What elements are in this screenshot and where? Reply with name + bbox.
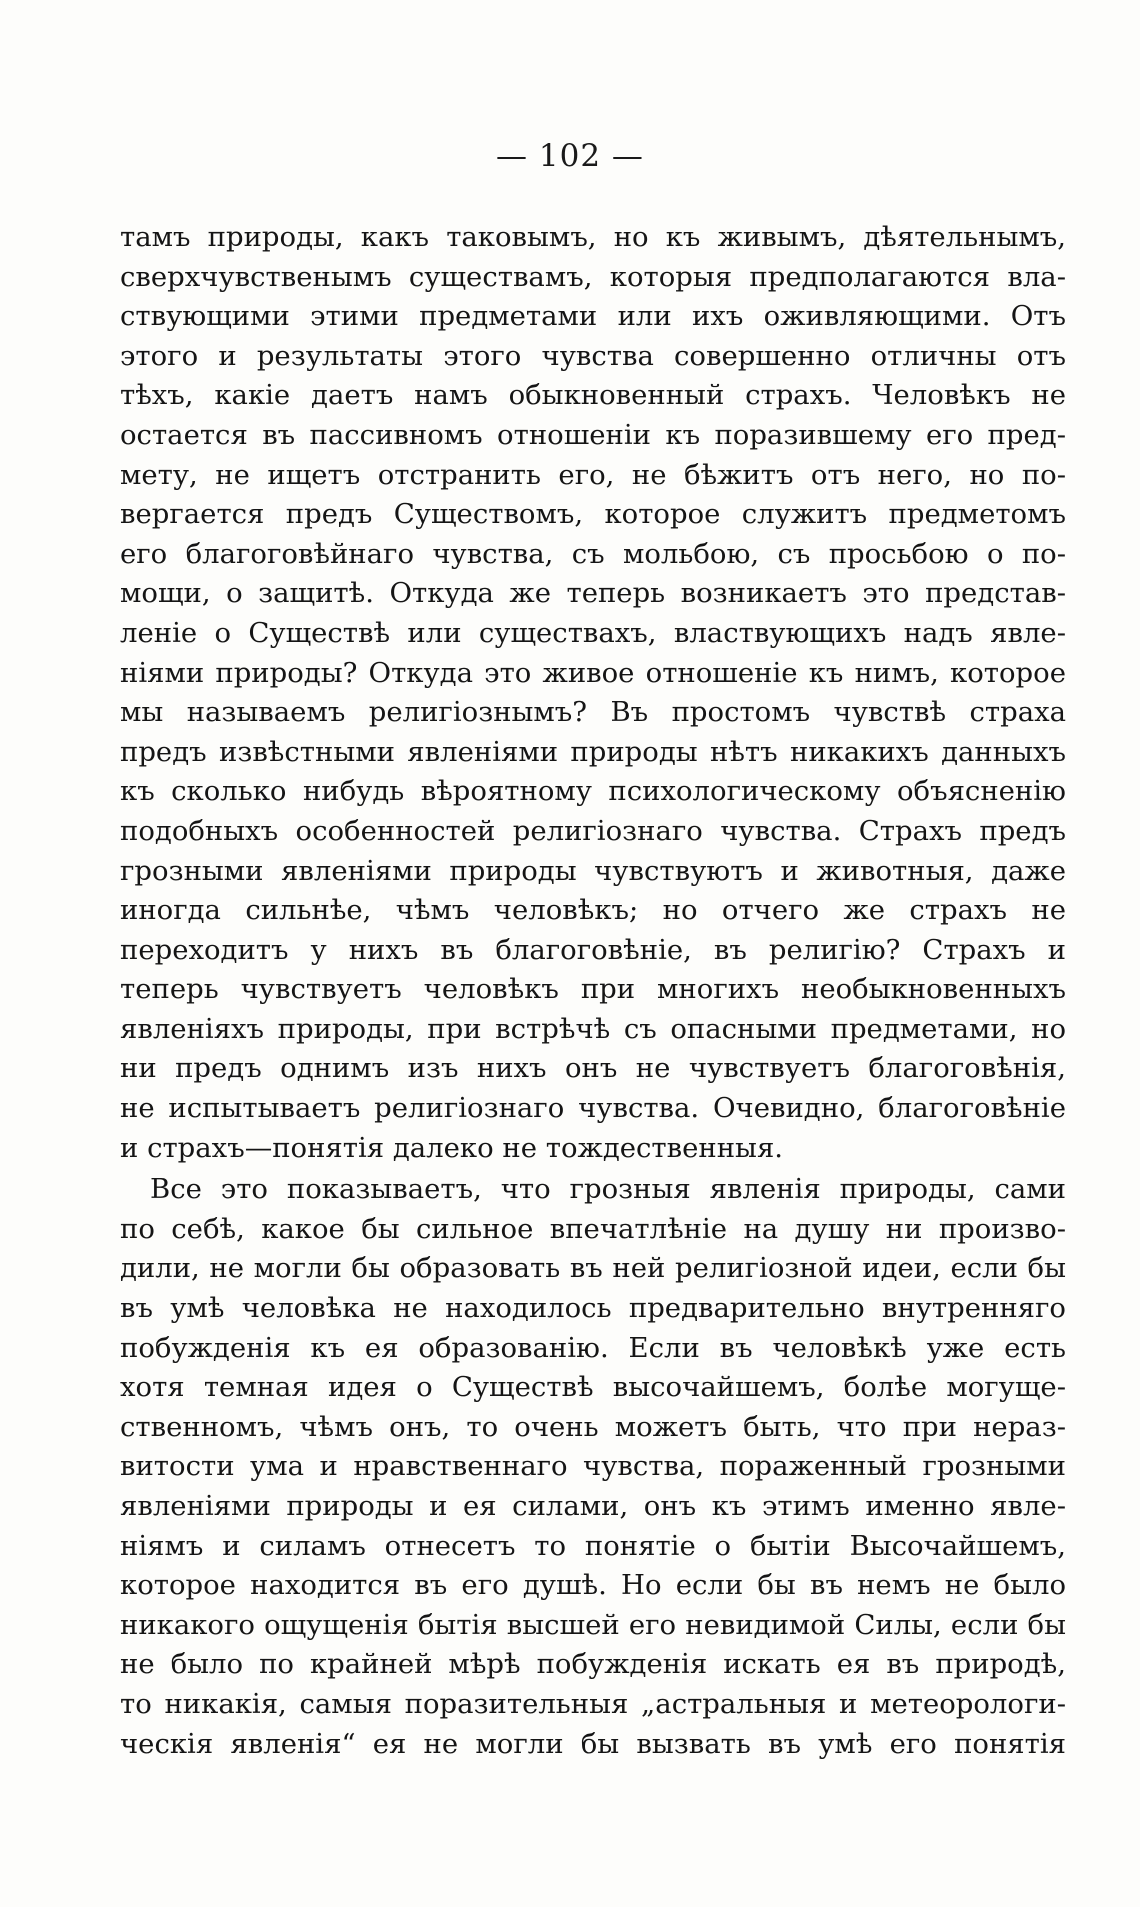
text-line: ствующими этими предметами или ихъ оживляющими. Отъ [120,300,1066,333]
text-line: грозными явленіями природы чувствуютъ и животныя, даже [120,854,1066,887]
text-line: переходитъ у нихъ въ благоговѣніе, въ религію? Страхъ и [120,933,1066,966]
text-line: подобныхъ особенностей религіознаго чувства. Страхъ предъ [120,814,1066,847]
text-line: дили, не могли бы образовать въ ней религіозной идеи, если бы [120,1252,1066,1285]
text-line: явленіями природы и ея силами, онъ къ этимъ именно явле- [120,1490,1066,1522]
text-line: его благоговѣйнаго чувства, съ мольбою, съ просьбою о по- [120,537,1066,570]
text-line: къ сколько нибудь вѣроятному психологическому объясненію [120,775,1066,808]
text-line: Все это показываетъ, что грозныя явленія природы, сами [150,1173,1066,1206]
text-line: которое находится въ его душѣ. Но если бы въ немъ не было [120,1569,1066,1602]
text-line: и страхъ—понятія далеко не тождественныя. [120,1131,784,1164]
text-line: сверхчувственымъ существамъ, которыя предполагаются вла- [120,260,1066,293]
text-line: леніе о Существѣ или существахъ, властвующихъ надъ явле- [120,616,1066,649]
text-line: вергается предъ Существомъ, которое служитъ предметомъ [120,498,1066,531]
text-line: ніями природы? Откуда это живое отношеніе къ нимъ, которое [120,656,1066,689]
text-line: тамъ природы, какъ таковымъ, но къ живымъ, дѣятельнымъ, [120,221,1066,253]
text-line: витости ума и нравственнаго чувства, пораженный грозными [120,1450,1066,1483]
text-line: иногда сильнѣе, чѣмъ человѣкъ; но отчего же страхъ не [120,894,1066,927]
text-line: тѣхъ, какіе даетъ намъ обыкновенный страхъ. Человѣкъ не [120,379,1066,412]
body-text [120,218,1066,1764]
text-line: не испытываетъ религіознаго чувства. Очевидно, благоговѣніе [120,1092,1066,1125]
text-line: побужденія къ ея образованію. Если въ человѣкѣ уже есть [120,1331,1066,1364]
text-line: по себѣ, какое бы сильное впечатлѣніе на душу ни произво- [120,1212,1066,1245]
text-line: ческія явленія“ ея не могли бы вызвать въ умѣ его понятія [120,1727,1066,1760]
paragraph-2 [120,1170,1066,1764]
text-line: никакого ощущенія бытія высшей его невидимой Силы, если бы [120,1608,1066,1641]
text-line: ственномъ, чѣмъ онъ, то очень можетъ быть, что при нераз- [120,1410,1066,1443]
text-line: то никакія, самыя поразительныя „астральныя и метеорологи- [120,1687,1066,1720]
text-line: предъ извѣстными явленіями природы нѣтъ никакихъ данныхъ [120,735,1066,768]
text-line: хотя темная идея о Существѣ высочайшемъ, болѣе могуще- [120,1371,1066,1404]
text-line: теперь чувствуетъ человѣкъ при многихъ необыкновенныхъ [120,973,1066,1006]
text-line: не было по крайней мѣрѣ побужденія искать ея въ природѣ, [120,1648,1066,1681]
text-line: мощи, о защитѣ. Откуда же теперь возникаетъ это представ- [120,577,1066,610]
text-line: мету, не ищетъ отстранить его, не бѣжитъ отъ него, но по- [120,458,1066,491]
text-line: мы называемъ религіознымъ? Въ простомъ чувствѣ страха [120,696,1066,729]
text-line: явленіяхъ природы, при встрѣчѣ съ опасными предметами, но [120,1012,1066,1045]
text-line: въ умѣ человѣка не находилось предварительно внутренняго [120,1292,1066,1325]
paragraph-1 [120,218,1066,1168]
text-line: остается въ пассивномъ отношеніи къ поразившему его пред- [120,418,1066,451]
text-line: этого и результаты этого чувства совершенно отличны отъ [120,339,1066,372]
text-line: ни предъ однимъ изъ нихъ онъ не чувствуетъ благоговѣнія, [120,1052,1066,1085]
page-number: — 102 — [496,138,644,174]
text-line: ніямъ и силамъ отнесетъ то понятіе о бытіи Высочайшемъ, [120,1529,1066,1562]
